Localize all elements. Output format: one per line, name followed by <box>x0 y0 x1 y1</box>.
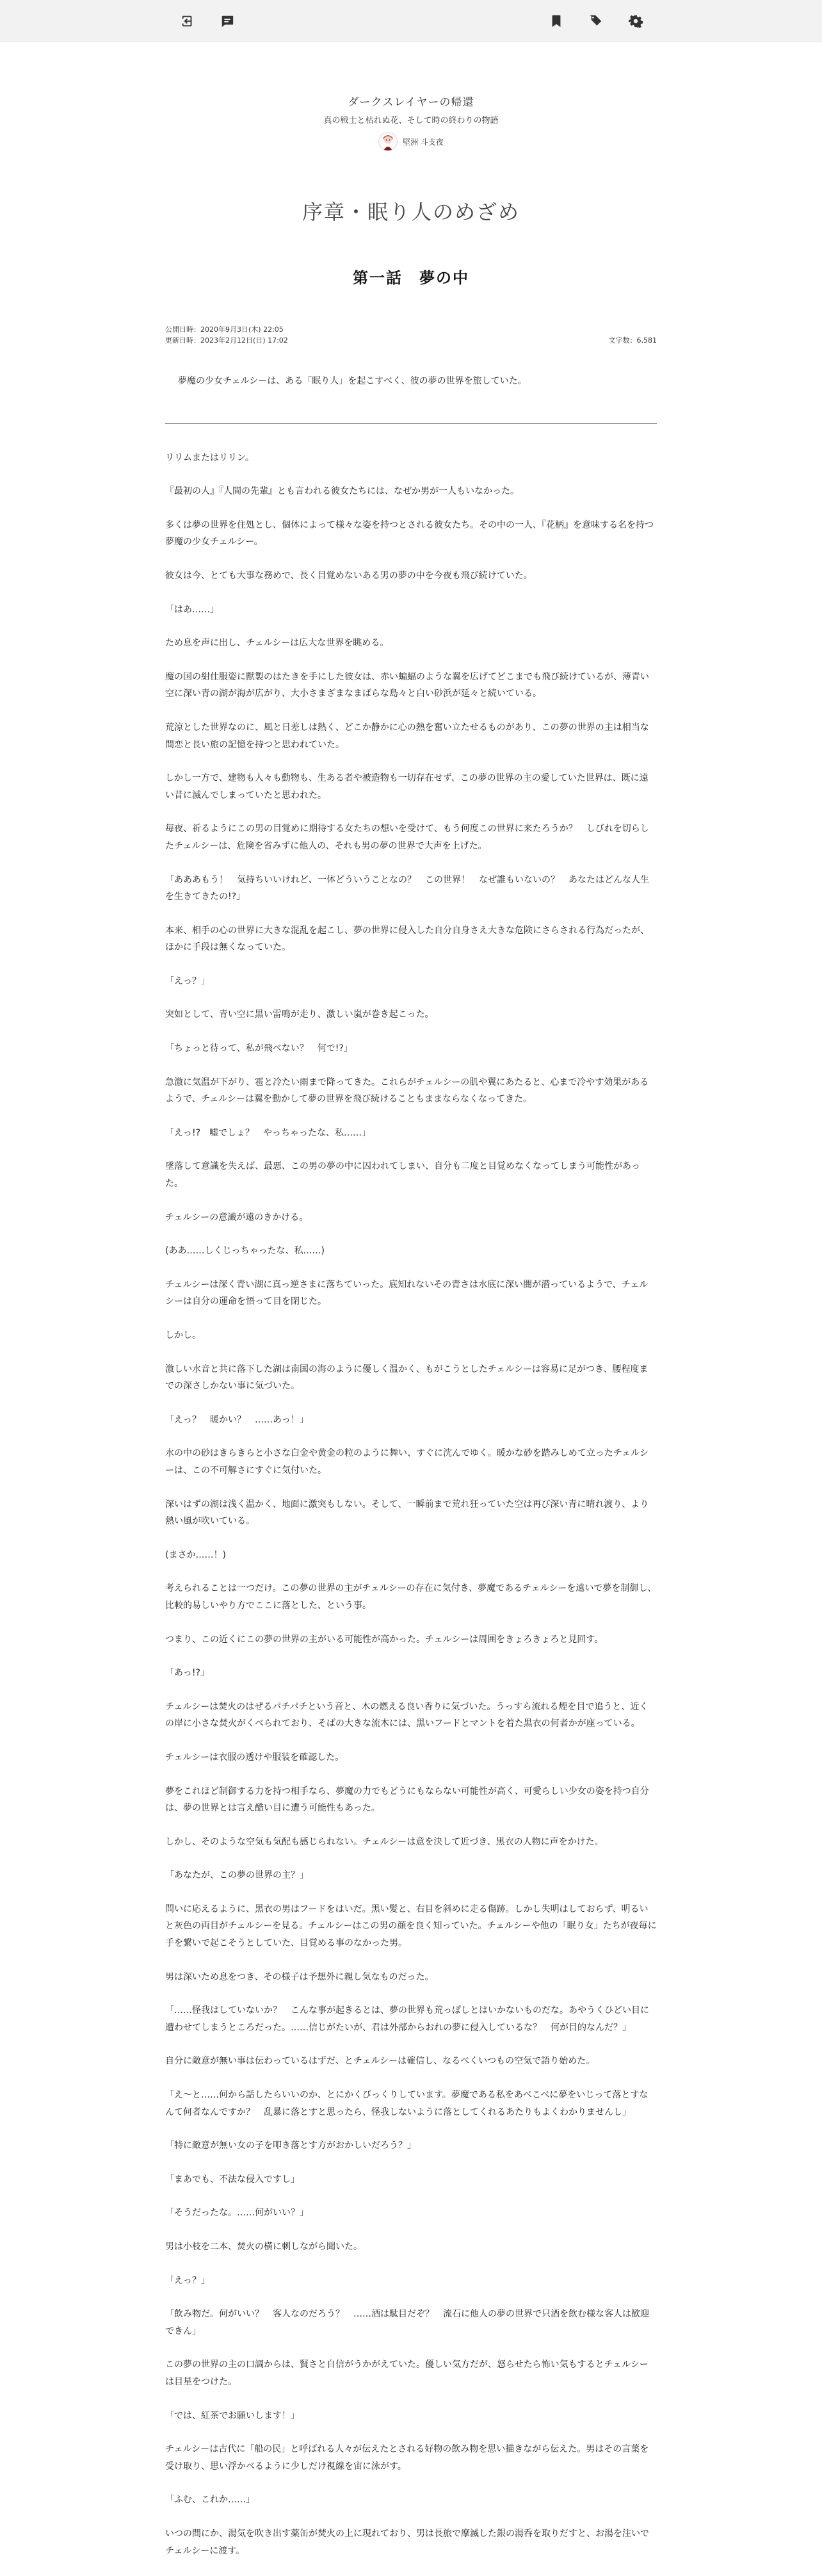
body-paragraph: 突如として、青い空に黒い雷鳴が走り、激しい嵐が巻き起こった。 <box>165 1009 434 1020</box>
body-paragraph: 「まあでも、不法な侵入ですし」 <box>165 2174 300 2185</box>
body-paragraph: 自分に敵意が無い事は伝わっているはずだ、とチェルシーは確信し、なるべくいつもの空気で語り始めた。 <box>165 2056 595 2067</box>
body-paragraph: チェルシーは古代に「船の民」と呼ばれる人々が伝えたとされる好物の飲み物を思い描きながら伝えた。男はその言葉を受け取り、思い浮かべるように少しだけ視線を宙に泳がす。 <box>165 2444 649 2472</box>
series-title[interactable]: ダークスレイヤーの帰還 <box>348 96 474 109</box>
body-paragraph: チェルシーの意識が遠のきかける。 <box>165 1212 309 1223</box>
body-paragraph: 毎夜、祈るようにこの男の目覚めに期待する女たちの想いを受けて、もう何度この世界に来たろうか？ しびれを切らしたチェルシーは、危険を省みずに他人の、それも男の夢の世界で大声を上げた。 <box>165 824 649 851</box>
body-paragraph: 深いはずの湖は浅く温かく、地面に激突もしない。そして、一瞬前まで荒れ狂っていた空は再び深い青に晴れ渡り、より熱い風が吹いている。 <box>165 1499 649 1527</box>
preface-text: 夢魔の少女チェルシーは、ある「眠り人」を起こすべく、彼の夢の世界を旅していた。 <box>178 376 527 386</box>
body-paragraph: (まさか……！) <box>165 1549 226 1560</box>
published-date: 公開日時：2020年9月3日(木) 22:05 <box>165 325 284 334</box>
episode-meta <box>165 325 657 346</box>
body-paragraph: 「……怪我はしていないか？ こんな事が起きるとは、夢の世界も荒っぽしとはいかないものだな。あやうくひどい目に遭わせてしまうところだった。……信じがたいが、君は外部からおれの夢に侵入しているな？ 何が目的なんだ？」 <box>165 2005 649 2033</box>
tag-icon[interactable] <box>588 13 604 29</box>
body-paragraph: 『最初の人』『人間の先輩』とも言われる彼女たちには、なぜか男が一人もいなかった。 <box>165 486 519 497</box>
body-paragraph: 多くは夢の世界を住処とし、個体によって様々な姿を持つとされる彼女たち。その中の一人、『花柄』を意味する名を持つ夢魔の少女チェルシー。 <box>165 519 654 548</box>
series-subtitle: 真の戦士と枯れぬ花、そして時の終わりの物語 <box>323 116 499 126</box>
character-count: 文字数：6,581 <box>608 336 657 345</box>
back-to-index-icon[interactable] <box>179 13 196 29</box>
body-paragraph: チェルシーは衣服の透けや服装を確認した。 <box>165 1752 344 1763</box>
updated-date: 更新日時：2023年2月12日(日) 17:02 <box>165 336 288 345</box>
body-paragraph: 「ふむ、これか……」 <box>165 2495 255 2506</box>
bookmark-icon[interactable] <box>548 13 565 29</box>
body-paragraph: 急激に気温が下がり、雹と冷たい雨まで降ってきた。これらがチェルシーの肌や翼にあたると、心まで冷やす効果があるようで、チェルシーは翼を動かして夢の世界を飛び続けることもままならなくなってきた。 <box>165 1077 649 1105</box>
body-paragraph: 「はあ……」 <box>165 604 219 615</box>
body-paragraph: 考えられることは一つだけ。この夢の世界の主がチェルシーの存在に気付き、夢魔であるチェルシーを遠いで夢を制御し、比較的易しいやり方でここに落とした、という事。 <box>165 1583 657 1611</box>
avatar[interactable] <box>378 132 398 151</box>
body-paragraph: 「特に敵意が無い女の子を叩き落とす方がおかしいだろう？」 <box>165 2140 416 2151</box>
settings-icon[interactable] <box>627 13 644 29</box>
body-paragraph: 激しい水音と共に落下した湖は南国の海のように優しく温かく、もがこうとしたチェルシーは容易に足がつき、腰程度までの深さしかない事に気づいた。 <box>165 1364 649 1392</box>
body-paragraph: 夢をこれほど制御する力を持つ相手なら、夢魔の力でもどうにもならない可能性が高く、可愛らしい少女の姿を持つ自分は、夢の世界とは言え酷い目に遭う可能性もあった。 <box>165 1786 649 1814</box>
body-paragraph: 「えっ!? 嘘でしょ？ やっちゃったな、私……」 <box>165 1127 371 1138</box>
body-paragraph: 荒涼とした世界なのに、風と日差しは熱く、どこか静かに心の熱を奮い立たせるものがあり、この夢の世界の主は相当な間恋と長い旅の記憶を持つと思われていた。 <box>165 722 649 750</box>
body-paragraph: 彼女は今、とても大事な務めで、長く目覚めないある男の夢の中を今夜も飛び続けていた。 <box>165 570 533 581</box>
body-paragraph: 「あっ!?」 <box>165 1668 209 1679</box>
body-paragraph: 「えっ？ 暖かい？ ……あっ！」 <box>165 1414 309 1425</box>
body-paragraph: しかし。 <box>165 1330 201 1341</box>
body-paragraph: 墜落して意識を失えば、最悪、この男の夢の中に囚われてしまい、自分も二度と目覚めなくなってしまう可能性があった。 <box>165 1161 640 1189</box>
series-header <box>165 93 657 151</box>
chapter-title: 序章・眠り人のめざめ <box>302 200 520 224</box>
episode-body <box>165 450 657 2560</box>
body-paragraph: 「飲み物だ。何がいい？ 客人なのだろう？ ……酒は駄目だぞ？ 流石に他人の夢の世界で只酒を飲む様な客人は歓迎できん」 <box>165 2309 649 2336</box>
body-paragraph: 男は小枝を二本、焚火の横に刺しながら聞いた。 <box>165 2242 362 2252</box>
body-paragraph: 問いに応えるように、黒衣の男はフードをはいだ。黒い髪と、右目を斜めに走る傷跡。しかし失明はしておらず、明るいと灰色の両目がチェルシーを見る。チェルシーはこの男の顔を良く知っていた。チェルシーや他の「眠り女」たちが夜毎に手を繋いで起こそうとしていた、目覚める事のなかった男。 <box>165 1903 657 1949</box>
author-row[interactable] <box>165 132 657 151</box>
body-paragraph: 「え～と……何から話したらいいのか、とにかくびっくりしています。夢魔である私をあべこべに夢をいじって落とすなんて何者なんですか？ 乱暴に落とすと思ったら、怪我しないように落としてくれるあたりもよくわかりませんし」 <box>165 2090 649 2117</box>
body-paragraph: つまり、この近くにこの夢の世界の主がいる可能性が高かった。チェルシーは周囲をきょろきょろと見回す。 <box>165 1634 604 1645</box>
body-paragraph: いつの間にか、湯気を吹き出す薬缶が焚火の上に現れており、男は長旅で摩滅した銀の湯呑を取りだすと、お湯を注いでチェルシーに渡す。 <box>165 2528 649 2556</box>
body-paragraph: 魔の国の紺仕服姿に獸製のはたきを手にした彼女は、赤い蝙蝠のような翼を広げてどこまでも飛び続けているが、薄青い空に深い青の湖が海が広がり、大小さまざまなまばらな島々と白い砂浜が延々と続いている。 <box>165 671 649 699</box>
body-paragraph: 「ちょっと待って、私が飛べない？ 何で!?」 <box>165 1043 353 1054</box>
episode-title: 第一話 夢の中 <box>353 269 469 287</box>
body-paragraph: しかし一方で、建物も人々も動物も、生ある者や被造物も一切存在せず、この夢の世界の主の愛していた世界は、既に遠い昔に滅んでしまっていたと思われた。 <box>165 773 649 801</box>
body-paragraph: 本来、相手の心の世界に大きな混乱を起こし、夢の世界に侵入した自分自身さえ大きな危険にさらされる行為だったが、ほかに手段は無くなっていた。 <box>165 925 649 953</box>
body-paragraph: 「えっ？」 <box>165 975 210 986</box>
comment-icon[interactable] <box>219 13 236 29</box>
body-paragraph: 「そうだったな。……何がいい？」 <box>165 2208 309 2219</box>
top-toolbar <box>0 0 822 42</box>
preface-divider <box>165 423 657 424</box>
body-paragraph: 「では、紅茶でお願いします！」 <box>165 2410 300 2421</box>
author-name[interactable]: 堅洲 斗支夜 <box>403 137 444 147</box>
body-paragraph: 水の中の砂はきらきらと小さな白金や黄金の粒のように舞い、すぐに沈んでゆく。暖かな砂を踏みしめて立ったチェルシーは、この不可解さにすぐに気付いた。 <box>165 1448 649 1476</box>
body-paragraph: 「えっ？」 <box>165 2275 210 2286</box>
body-paragraph: しかし、そのような空気も気配も感じられない。チェルシーは意を決して近づき、黒衣の人物に声をかけた。 <box>165 1836 604 1847</box>
body-paragraph: 「あああもう！ 気持ちいいけれど、一体どういうことなの？ この世界！ なぜ誰もいないの？ あなたはどんな人生を生きてきたの!?」 <box>165 874 649 902</box>
body-paragraph: この夢の世界の主の口調からは、賢さと自信がうかがえていた。優しい気方だが、怒らせたら怖い気もするとチェルシーは目星をつけた。 <box>165 2360 649 2387</box>
body-paragraph: リリムまたはリリン。 <box>165 452 254 463</box>
body-paragraph: ため息を声に出し、チェルシーは広大な世界を眺める。 <box>165 638 389 649</box>
body-paragraph: チェルシーは深く青い湖に真っ逆さまに落ちていった。底知れないその青さは水底に深い闇が潜っているようで、チェルシーは自分の運命を悟って目を閉じた。 <box>165 1279 649 1307</box>
body-paragraph: 男は深いため息をつき、その様子は予想外に親し気なものだった。 <box>165 1971 434 1982</box>
body-paragraph: (ああ……しくじっちゃったな、私……) <box>165 1246 325 1257</box>
date-block <box>165 325 288 346</box>
novel-page <box>165 42 657 2576</box>
body-paragraph: 「あなたが、この夢の世界の主？」 <box>165 1870 309 1881</box>
body-paragraph: チェルシーは焚火のはぜるパチパチという音と、木の燃える良い香りに気づいた。うっすら流れる煙を目で追うと、近くの岸に小さな焚火がくべられており、そばの大きな流木には、黒いフードとマントを着た黒衣の何者かが座っている。 <box>165 1701 649 1729</box>
